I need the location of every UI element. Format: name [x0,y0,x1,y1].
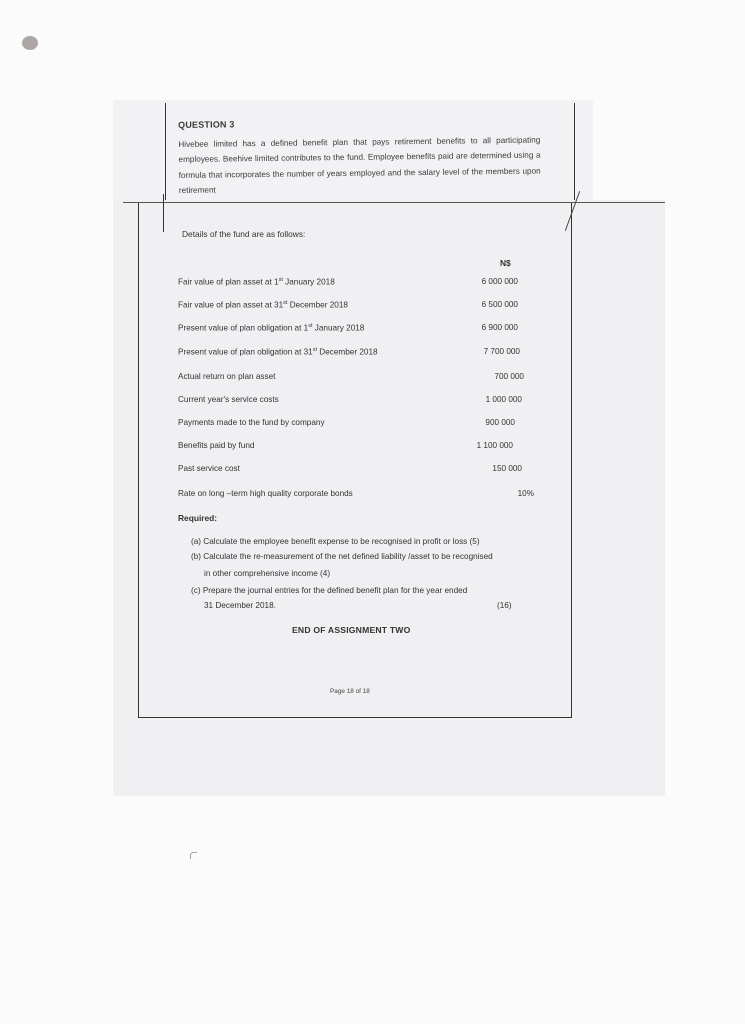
fund-row-value: 1 000 000 [485,395,522,404]
fund-row [178,323,538,337]
fund-row-value: 6 500 000 [481,300,518,309]
fund-row-value: 6 900 000 [481,323,518,332]
paper-speck [22,36,38,50]
fund-row [178,441,538,455]
question-body: Hivebee limited has a defined benefit plan that pays retirement benefits to all participating employees. Beehive limited contributes to the fund. Employee benefits paid are determined using a formula that incorporates the number of years employed and the salary level of the members upon retirement [178,135,541,195]
requirement-c: (c) Prepare the journal entries for the defined benefit plan for the year ended [191,586,468,595]
fund-row-value: 7 700 000 [483,347,520,356]
fund-row-label: Present value of plan obligation at 1st January 2018 [178,323,365,333]
page-number: Page 18 of 18 [330,688,370,695]
currency-header: N$ [500,258,511,268]
fund-row-label: Payments made to the fund by company [178,418,325,427]
fund-row-label: Past service cost [178,464,240,473]
fund-row-value: 1 100 000 [476,441,513,450]
pen-tick-left [163,194,164,232]
fund-row [178,395,538,409]
fund-row-label: Fair value of plan asset at 1st January 2018 [178,277,335,287]
fund-row-label: Fair value of plan asset at 31st December 2018 [178,300,348,310]
fund-row-label: Rate on long –term high quality corporate bonds [178,489,353,498]
question-block [178,114,541,199]
fund-row-label: Current year's service costs [178,395,279,404]
fund-row-value: 700 000 [494,372,524,381]
fund-row [178,300,538,314]
requirement-a: (a) Calculate the employee benefit expense to be recognised in profit or loss (5) [191,537,480,546]
details-heading: Details of the fund are as follows: [182,229,306,239]
fund-row [178,464,538,478]
fund-row-label: Present value of plan obligation at 31st December 2018 [178,347,378,357]
fund-row-value: 150 000 [492,464,522,473]
fund-row [178,277,538,291]
end-of-assignment: END OF ASSIGNMENT TWO [292,625,411,635]
pencil-mark [190,852,197,859]
fund-row [178,418,538,432]
fund-row-value: 6 000 000 [481,277,518,286]
requirement-b: (b) Calculate the re-measurement of the net defined liability /asset to be recognised [191,552,493,561]
requirement-c-marks: (16) [497,601,512,610]
fund-row [178,489,538,503]
fund-row-label: Benefits paid by fund [178,441,255,450]
requirement-b-continued: in other comprehensive income (4) [204,569,331,578]
fund-row-label: Actual return on plan asset [178,372,276,381]
fund-row [178,372,538,386]
required-heading: Required: [178,513,218,523]
fund-row-value: 10% [517,489,534,498]
requirement-c-continued: 31 December 2018. [204,601,276,610]
fund-row [178,347,538,361]
question-title: QUESTION 3 [178,119,235,130]
fund-row-value: 900 000 [485,418,515,427]
